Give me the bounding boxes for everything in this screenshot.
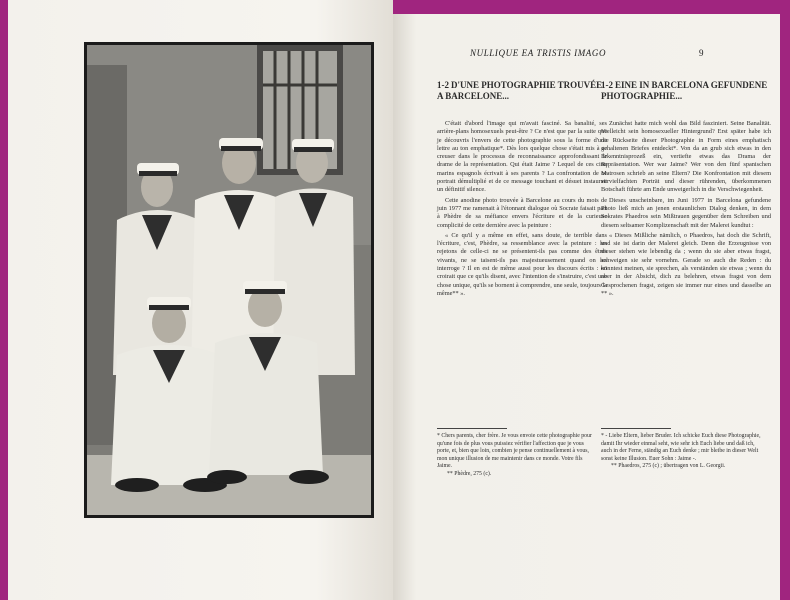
german-column — [601, 80, 771, 300]
french-footnote-2: ** Phèdre, 275 (c). — [447, 470, 492, 477]
french-column — [437, 80, 607, 300]
french-body — [437, 120, 607, 298]
french-quote: « Ce qu'il y a même en effet, sans doute, de terrible dans l'écriture, c'est, Phèdre, sa ressemblance avec la peinture : les rejetons de celle-ci ne se présentent-ils pas comme des êtres vivants, ne se taisent-ils pas majestueusement quand on les interroge ? Il en est de même aussi pour les discours écrits : on croirait que ce qu'ils disent, avec l'intention de s'instruire, c'est une chose unique, qu'ils se bornent à comprendre, une seule, toujours la même** ». — [437, 231, 607, 297]
footnote-rule-fr — [437, 428, 507, 429]
german-title: EINE IN BARCELONA GEFUNDENE PHOTOGRAPHIE... — [601, 80, 768, 101]
german-footnote-2: ** Phaedros, 275 (c) ; übertragen von L. Georgii. — [611, 463, 726, 470]
german-quote: « Dieses Mißliche nämlich, o Phaedros, hat doch die Schrift, und sie ist darin der Malerei gleich. Denn die Erzeugnisse von dieser stehen wie lebendig da ; wenn du sie aber etwas fragst, schweigen sie sehr vornehm. Gerade so auch die Reden : du könntest meinen, sie sprechen, als verständen sie etwas ; wenn du aber in der Absicht, dich zu belehren, etwas fragst von dem Gesprochenen fragst, zeigen sie immer nur eines und dasselbe an ** ». — [601, 231, 771, 297]
left-page — [8, 0, 393, 600]
german-heading — [601, 80, 771, 102]
german-footnote-1: * - Liebe Eltern, lieber Bruder. Ich schicke Euch diese Photographie, damit Ihr wieder einmal seht, wie sehr ich Euch liebe und daß ich, auch in der Ferne, ständig an Euch denke ; mir bleibe in dieser Welt sonst keine Illusion. Euer Sohn : Jaime -. — [601, 433, 761, 462]
german-body — [601, 120, 771, 298]
german-footnotes — [601, 433, 761, 471]
french-section-number: 1-2 — [437, 80, 449, 90]
german-paragraph: Dieses unscheinbare, im Juni 1977 in Barcelona gefundene Photo ließ mich an jenen erstaunlichen Dialog denken, in dem Sokrates Phaedros sein Mißtrauen gegenüber dem Schreiben und diesem seltsamer Komplizenschaft mit der Malerei kundtut : — [601, 196, 771, 229]
sailors-photograph — [84, 42, 374, 518]
french-heading — [437, 80, 607, 102]
running-head: NULLIQUE EA TRISTIS IMAGO — [470, 48, 607, 58]
german-section-number: 1-2 — [601, 80, 613, 90]
page-number: 9 — [699, 48, 704, 58]
french-paragraph: Cette anodine photo trouvée à Barcelone au cours du mois de juin 1977 me ramenait à l'étonnant dialogue où Socrate faisait part à Phèdre de sa méfiance envers l'écriture et de la curieuse complicité de cette dernière avec la peinture : — [437, 196, 607, 229]
footnote-rule-de — [601, 428, 671, 429]
french-title: D'UNE PHOTOGRAPHIE TROUVÉE A BARCELONE... — [437, 80, 603, 101]
french-footnotes — [437, 433, 597, 479]
german-paragraph: Zunächst hatte mich wohl das Bild fasziniert. Seine Banalität. Vielleicht sein homosexueller Hintergrund? Erst später habe ich die Rückseite dieser Photographie in Form eines emphatisch gehaltenen Briefes entdeckt*. Von da an grub sich etwas in den Erkenntnisprozeß ein, vertiefte etwas das Drama der Repräsentation. Wer war Jaime? Wer von den fünf spanischen Matrosen schrieb an seine Eltern? Die Konfrontation mit diesem vervielfachten Porträt und dieser rührenden, überkommenen Botschaft führte am Ende unweigerlich in die Verschwiegenheit. — [601, 120, 771, 194]
french-footnote-1: * Chers parents, cher frère. Je vous envoie cette photographie pour qu'une fois de plus vous puissiez vérifier l'affection que je vous porte, et, bien que loin, combien je pense continuellement à vous, mon unique illusion de me maintenir dans ce monde. Votre fils Jaime. — [437, 433, 592, 470]
french-paragraph: C'était d'abord l'image qui m'avait fasciné. Sa banalité, ses arrière-plans homosexuels peut-être ? Ce n'est que par la suite que je découvris l'envers de cette photographie sous la forme d'une lettre au ton emphatique*. Dès lors quelque chose s'était mis à se creuser dans le processus de reconnaissance approfondissant le drame de la représentation. Qui était Jaime ? Lequel de ces cinq marins espagnols écrivait à ses parents ? La confrontation de ce portrait démultiplié et de ce message touchant et désuet instaurait un définitif silence. — [437, 120, 607, 194]
sailors-photo-drawing — [87, 45, 371, 515]
